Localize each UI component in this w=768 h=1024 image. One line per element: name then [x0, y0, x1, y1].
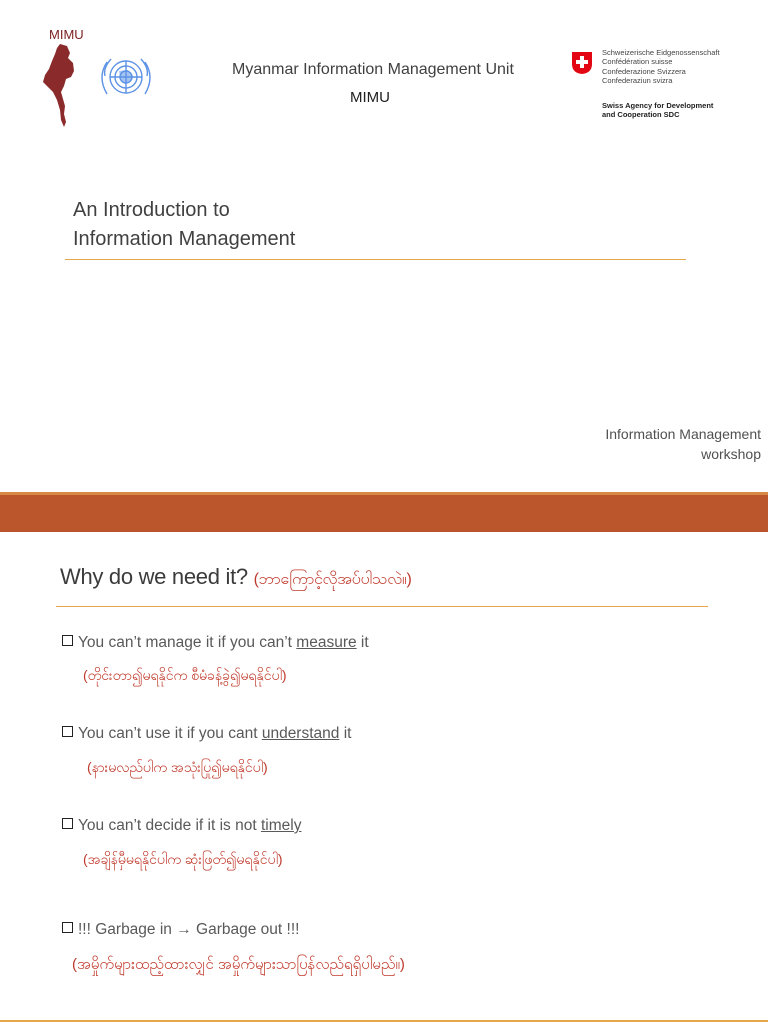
myanmar-map-icon: [40, 42, 88, 128]
bullet-point: !!! Garbage in → Garbage out !!!: [62, 921, 299, 939]
bullet-point: You can’t manage it if you can’t measure it: [62, 634, 369, 652]
bottom-divider: [0, 1020, 768, 1022]
workshop-subtitle: Information Management workshop: [605, 426, 761, 462]
heading-myanmar: (ဘာကြောင့်လိုအပ်ပါသလဲ။): [253, 571, 412, 588]
bullet-myanmar: (အချိန်မှီမရနိုင်ပါက ဆုံးဖြတ်၍မရနိုင်ပါ): [83, 851, 283, 867]
un-emblem-icon: [95, 52, 157, 102]
checkbox-icon: [62, 922, 73, 933]
organization-abbreviation: MIMU: [350, 89, 390, 106]
bullet-point: You can’t use it if you cant understand it: [62, 725, 351, 743]
bullet-myanmar: (တိုင်းတာ၍မရနိုင်က စီမံခန့်ခွဲ၍မရနိုင်ပါ): [83, 667, 287, 683]
separator-highlight: [0, 492, 768, 495]
title-divider: [65, 259, 686, 260]
presentation-title: An Introduction to Information Management: [73, 199, 296, 250]
checkbox-icon: [62, 818, 73, 829]
heading-divider: [56, 606, 708, 607]
checkbox-icon: [62, 726, 73, 737]
organization-name: Myanmar Information Management Unit: [232, 61, 514, 78]
bullet-myanmar: (နားမလည်ပါက အသုံးပြု၍မရနိုင်ပါ): [87, 759, 268, 775]
arrow-right-icon: →: [176, 921, 192, 938]
bullet-point: You can’t decide if it is not timely: [62, 817, 301, 835]
swiss-confederation-text: Schweizerische Eidgenossenschaft Confédération suisse Confederazione Svizzera Confederaziun svizra: [602, 48, 720, 86]
slide-separator-band: [0, 492, 768, 532]
checkbox-icon: [62, 635, 73, 646]
swiss-flag-icon: [571, 51, 593, 75]
slide-heading: Why do we need it? (ဘာကြောင့်လိုအပ်ပါသလဲ။): [60, 564, 412, 589]
logo-label: MIMU: [49, 27, 84, 42]
bullet-myanmar: (အမှိုက်များထည့်ထားလျှင် အမှိုက်များသာပြန်လည်ရရှိပါမည်။): [72, 956, 405, 973]
title-slide: [0, 0, 768, 492]
sdc-text: Swiss Agency for Development and Cooperation SDC: [602, 101, 714, 120]
